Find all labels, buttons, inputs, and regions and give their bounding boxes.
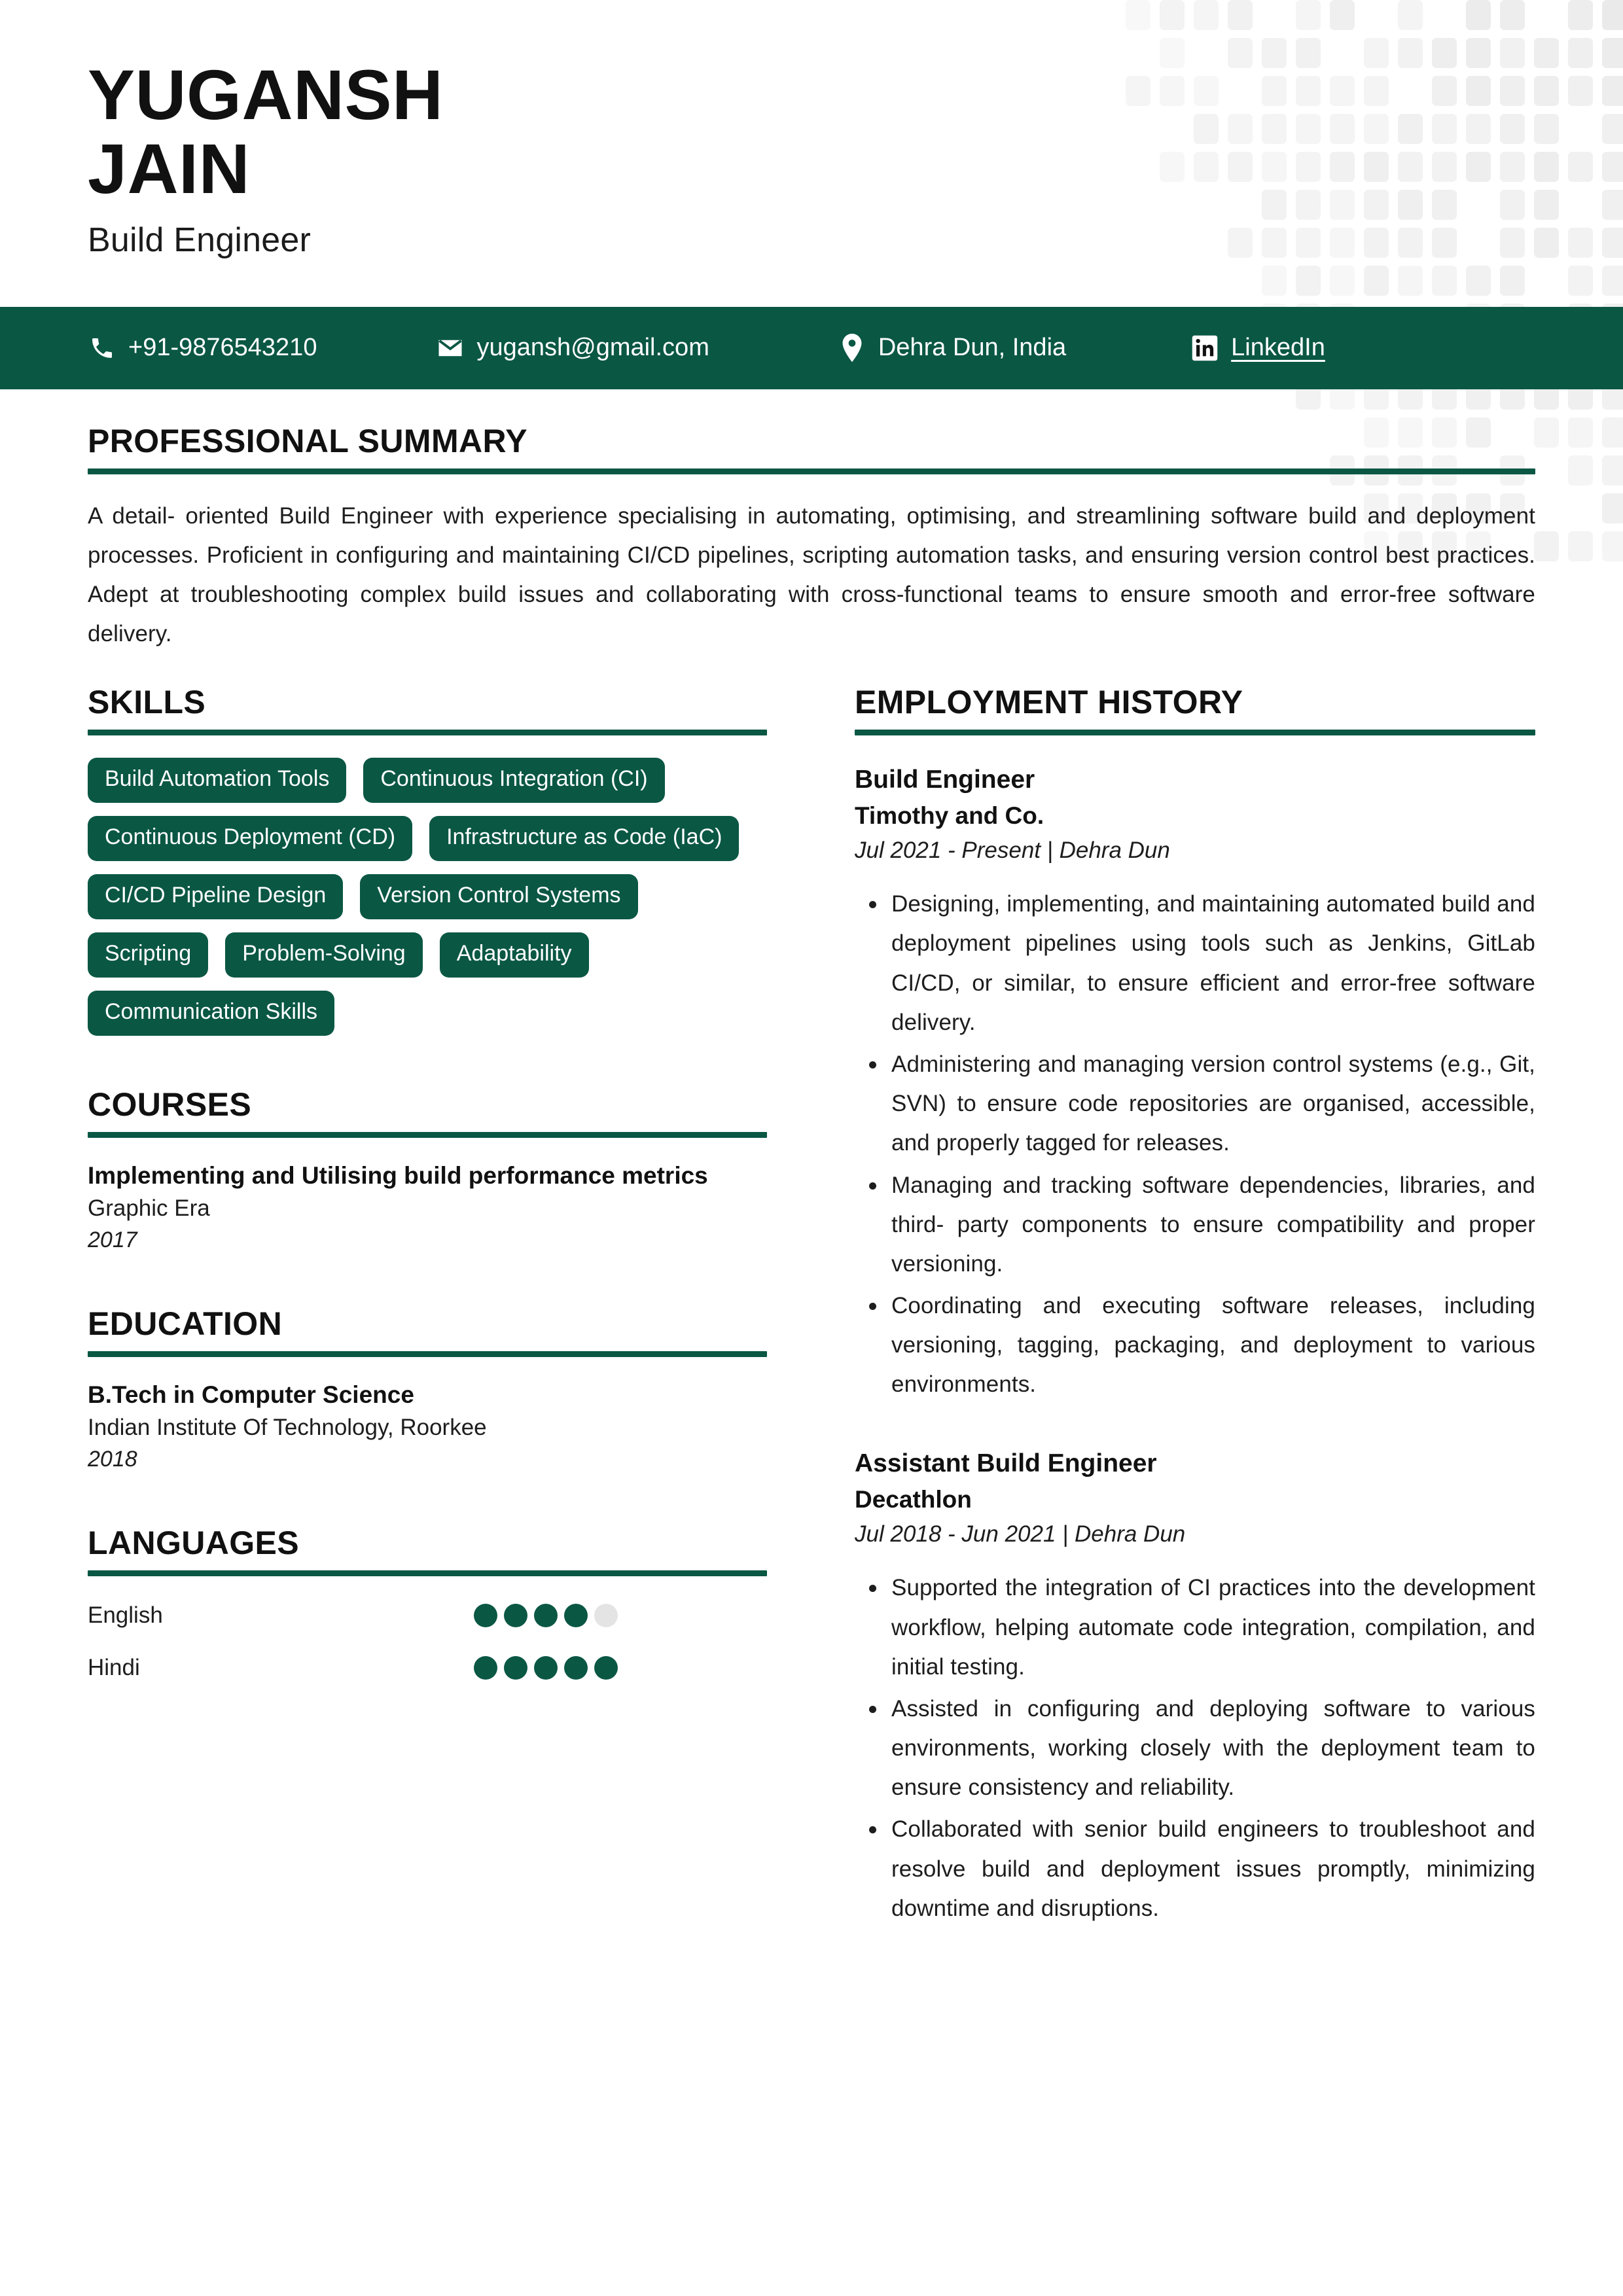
section-rule: [88, 1351, 767, 1357]
job-dates-location: Jul 2018 - Jun 2021 | Dehra Dun: [855, 1521, 1186, 1547]
education-degree: B.Tech in Computer Science: [88, 1381, 414, 1409]
level-dot-filled: [564, 1656, 588, 1680]
first-name: YUGANSH: [88, 55, 444, 134]
skills-list: [88, 758, 767, 1036]
education-year: 2018: [88, 1446, 137, 1472]
level-dot-filled: [564, 1604, 588, 1627]
section-rule: [88, 1132, 767, 1138]
course-entry: [88, 1160, 767, 1256]
skill-chip: Version Control Systems: [360, 874, 637, 919]
job-bullet: Designing, implementing, and maintaining automated build and deployment pipelines using tools such as Jenkins, GitLab CI/CD, or similar, to ensure efficient and error-free software delivery.: [891, 885, 1535, 1042]
section-rule: [88, 730, 767, 735]
job-bullet: Managing and tracking software dependencies, libraries, and third- party components to ensure compatibility and proper versioning.: [891, 1166, 1535, 1284]
job-bullet-list: [855, 885, 1535, 1404]
job-bullet: Assisted in configuring and deploying software to various environments, working closely with the deployment team to ensure consistency and reliability.: [891, 1689, 1535, 1808]
language-row: [88, 1655, 767, 1681]
employment-entry: [855, 1445, 1535, 1928]
contact-linkedin-text: LinkedIn: [1231, 334, 1325, 362]
section-title-employment: EMPLOYMENT HISTORY: [855, 683, 1243, 720]
job-dates-location: Jul 2021 - Present | Dehra Dun: [855, 837, 1170, 863]
contact-bar: [0, 307, 1623, 389]
language-level-dots: [474, 1604, 618, 1627]
job-bullet-list: [855, 1568, 1535, 1928]
language-name: English: [88, 1602, 163, 1629]
skill-chip: Communication Skills: [88, 991, 334, 1036]
decorative-square: [1398, 266, 1423, 296]
level-dot-filled: [594, 1656, 618, 1680]
decorative-square: [1466, 266, 1491, 296]
section-rule: [88, 1570, 767, 1576]
education-entry: [88, 1379, 767, 1475]
decorative-square: [1500, 266, 1525, 296]
skill-chip: CI/CD Pipeline Design: [88, 874, 343, 919]
section-skills: [88, 684, 767, 1036]
languages-list: [88, 1602, 767, 1681]
decorative-square: [1432, 266, 1457, 296]
section-title-skills: SKILLS: [88, 683, 206, 720]
section-languages: [88, 1525, 767, 1681]
employment-entry: [855, 762, 1535, 1405]
contact-phone-text: +91-9876543210: [128, 334, 317, 362]
job-role: Assistant Build Engineer: [855, 1449, 1157, 1477]
level-dot-filled: [534, 1604, 558, 1627]
decorative-square: [1568, 266, 1593, 296]
job-company: Timothy and Co.: [855, 802, 1044, 830]
course-title: Implementing and Utilising build performance metrics: [88, 1162, 708, 1189]
section-courses: [88, 1087, 767, 1256]
level-dot-filled: [534, 1656, 558, 1680]
language-level-dots: [474, 1656, 618, 1680]
job-title: Build Engineer: [88, 221, 312, 259]
last-name: JAIN: [88, 129, 251, 209]
level-dot-filled: [504, 1604, 527, 1627]
job-role: Build Engineer: [855, 765, 1035, 794]
job-bullet: Supported the integration of CI practices into the development workflow, helping automate code integration, compilation, and initial testing.: [891, 1568, 1535, 1687]
section-professional-summary: [88, 423, 1535, 654]
contact-email-text: yugansh@gmail.com: [476, 334, 709, 362]
course-year: 2017: [88, 1227, 137, 1252]
section-title-languages: LANGUAGES: [88, 1525, 300, 1562]
skill-chip: Continuous Integration (CI): [363, 758, 664, 803]
education-institution: Indian Institute Of Technology, Roorkee: [88, 1414, 487, 1440]
language-row: [88, 1602, 767, 1629]
decorative-square: [1262, 266, 1287, 296]
linkedin-icon: [1190, 334, 1219, 362]
level-dot-filled: [474, 1604, 497, 1627]
skill-chip: Adaptability: [440, 932, 589, 978]
contact-email[interactable]: [436, 334, 709, 362]
language-name: Hindi: [88, 1655, 140, 1681]
level-dot-filled: [474, 1656, 497, 1680]
decorative-square: [1296, 266, 1321, 296]
skill-chip: Problem-Solving: [225, 932, 422, 978]
envelope-icon: [436, 334, 465, 362]
contact-phone[interactable]: [88, 334, 317, 362]
phone-icon: [88, 334, 116, 362]
section-rule: [855, 730, 1535, 735]
decorative-square: [1364, 266, 1389, 296]
resume-header: [0, 0, 1623, 260]
section-rule: [88, 468, 1535, 474]
section-title-education: EDUCATION: [88, 1305, 283, 1343]
summary-text: A detail- oriented Build Engineer with experience specialising in automating, optimising, and streamlining software build and deployment processes. Proficient in configuring and maintaining CI/CD pipelines, scripting automation tasks, and ensuring version control best practices. Adept at troubleshooting complex build issues and collaborating with cross-functional teams to ensure smooth and error-free software delivery.: [88, 503, 1535, 647]
job-company: Decathlon: [855, 1486, 972, 1513]
employment-list: [855, 762, 1535, 1929]
section-employment-history: [855, 684, 1535, 1929]
job-bullet: Coordinating and executing software releases, including versioning, tagging, packaging, and deployment to various environments.: [891, 1286, 1535, 1405]
skill-chip: Build Automation Tools: [88, 758, 346, 803]
contact-location: [838, 334, 1066, 362]
decorative-square: [1330, 266, 1355, 296]
section-title-summary: PROFESSIONAL SUMMARY: [88, 422, 527, 459]
map-pin-icon: [838, 334, 866, 362]
course-provider: Graphic Era: [88, 1195, 210, 1221]
skill-chip: Continuous Deployment (CD): [88, 816, 412, 861]
level-dot-empty: [594, 1604, 618, 1627]
section-education: [88, 1306, 767, 1475]
section-title-courses: COURSES: [88, 1086, 252, 1123]
skill-chip: Scripting: [88, 932, 208, 978]
decorative-square: [1602, 266, 1623, 296]
contact-linkedin[interactable]: [1190, 334, 1325, 362]
contact-location-text: Dehra Dun, India: [878, 334, 1067, 362]
job-bullet: Collaborated with senior build engineers to troubleshoot and resolve build and deployment issues promptly, minimizing downtime and disruptions.: [891, 1810, 1535, 1928]
level-dot-filled: [504, 1656, 527, 1680]
skill-chip: Infrastructure as Code (IaC): [429, 816, 739, 861]
job-bullet: Administering and managing version control systems (e.g., Git, SVN) to ensure code repositories are organised, accessible, and properly tagged for releases.: [891, 1045, 1535, 1163]
